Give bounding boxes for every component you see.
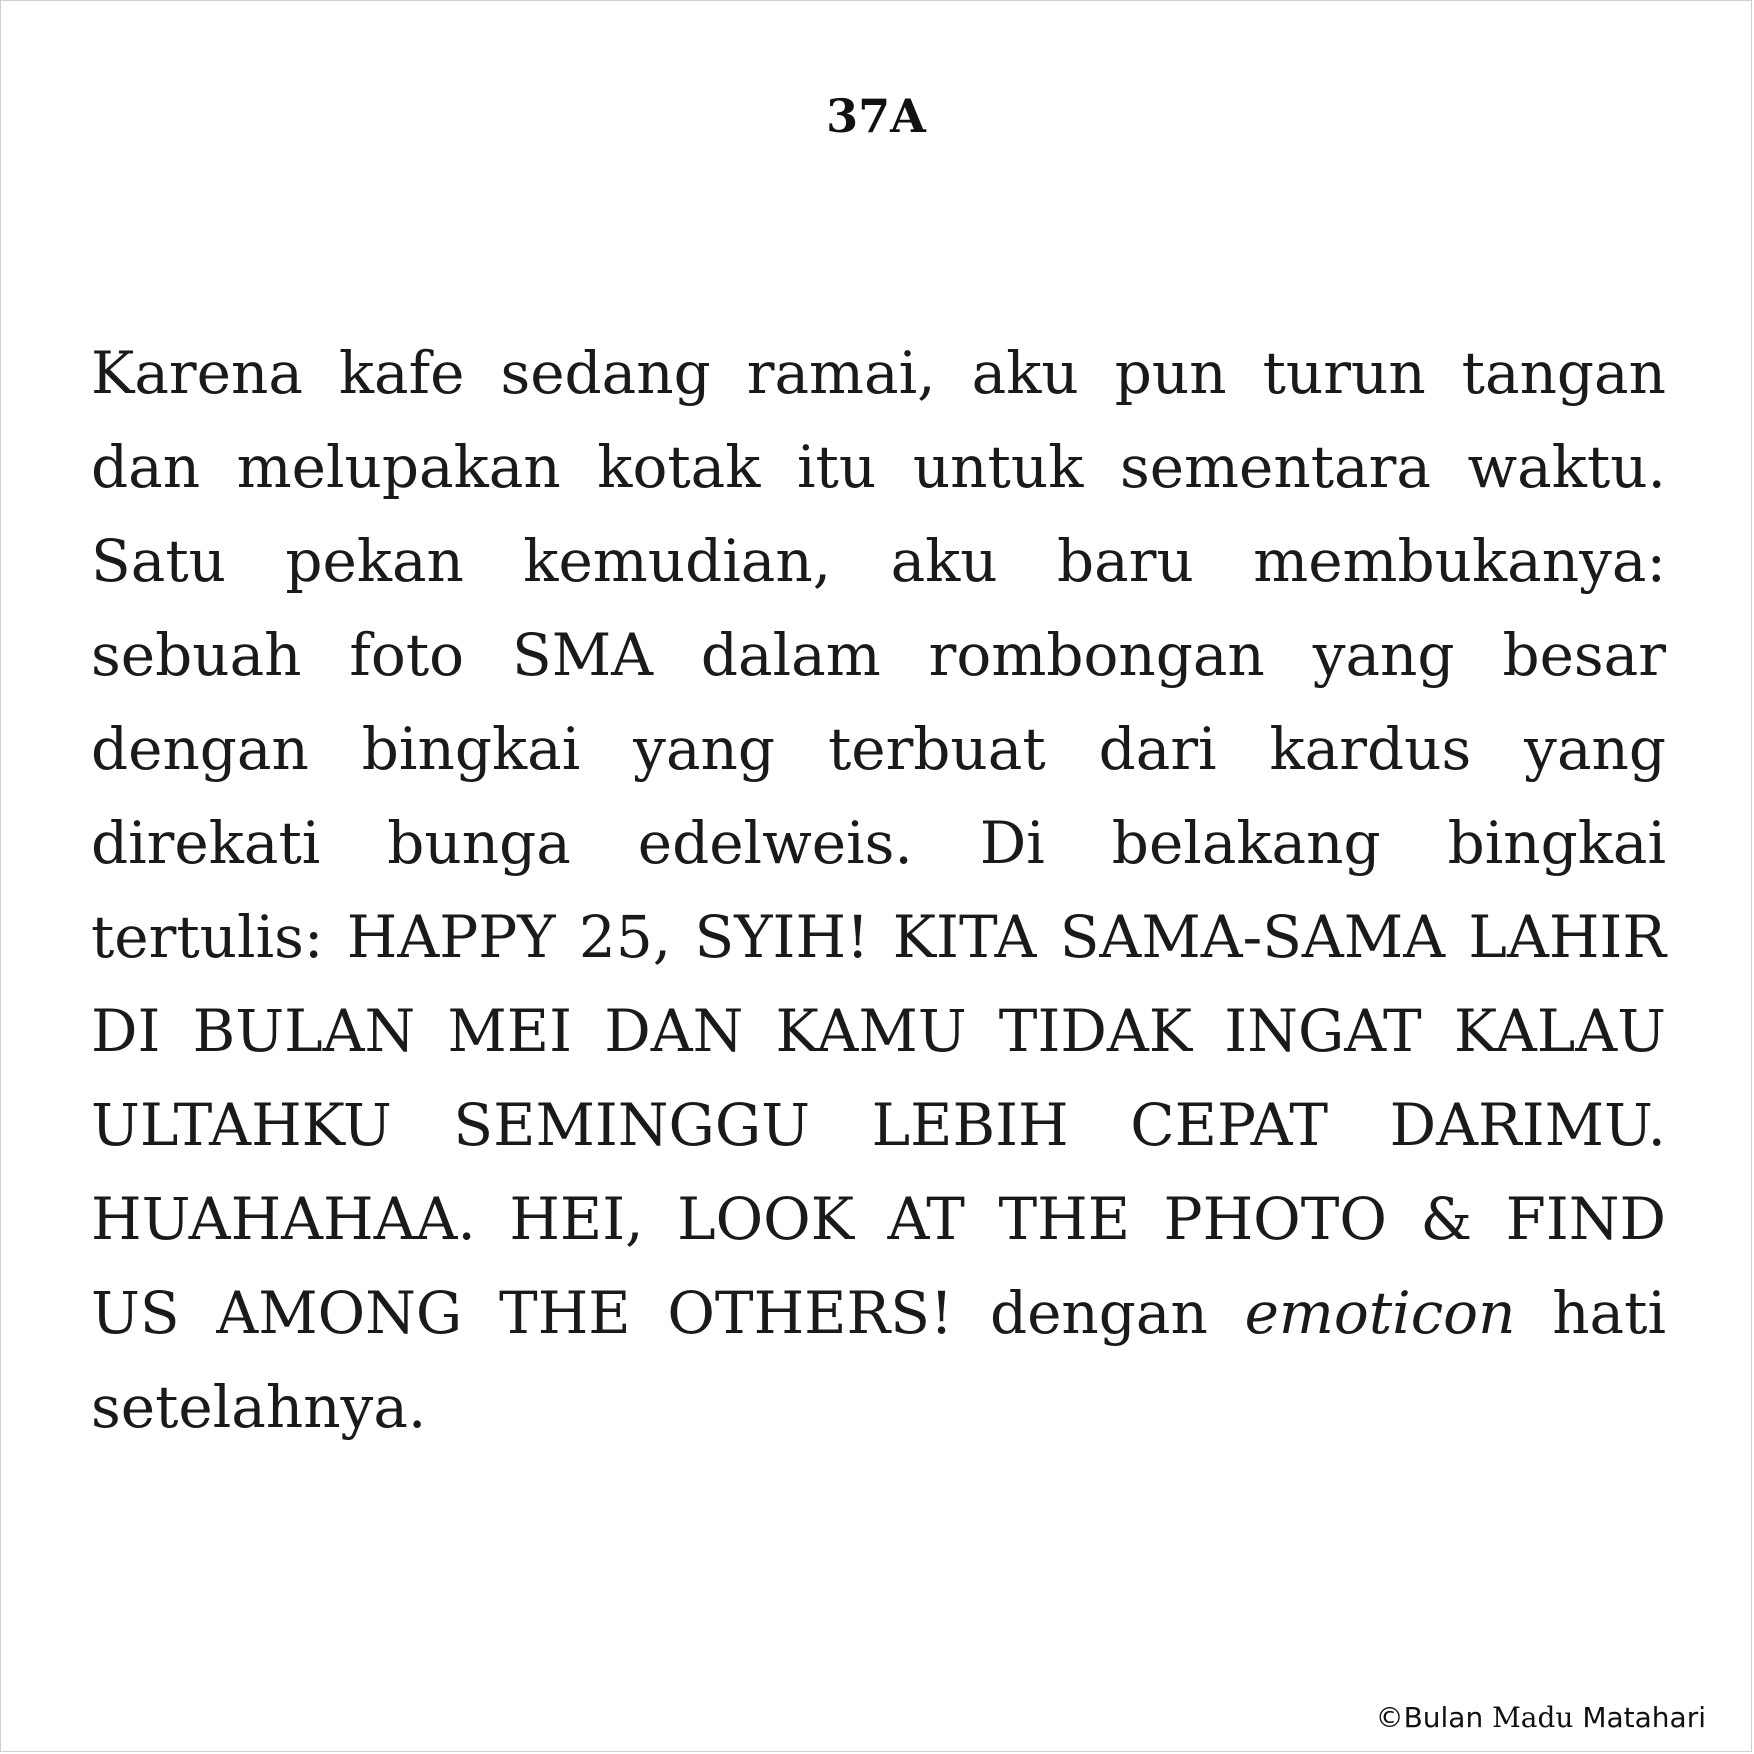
author-last-name: Matahari bbox=[1573, 1701, 1706, 1734]
author-middle-name: Madu bbox=[1492, 1701, 1574, 1734]
author-first-name: Bulan bbox=[1403, 1701, 1493, 1734]
story-paragraph bbox=[91, 326, 1666, 1454]
story-text-after-italic: hati setelahnya. bbox=[91, 1279, 1666, 1441]
story-italic-word: emoticon bbox=[1244, 1279, 1516, 1347]
copyright-notice bbox=[1376, 1701, 1706, 1735]
page-number: 37A bbox=[826, 89, 926, 143]
copyright-symbol: © bbox=[1375, 1701, 1404, 1734]
story-text-before-italic: Karena kafe sedang ramai, aku pun turun tangan dan melupakan kotak itu untuk sementara waktu. Satu pekan kemudian, aku baru membukanya: sebuah foto SMA dalam rombongan yang besar dengan bingkai yang terbuat dari kardus yang direkati bunga edelweis. Di belakang bingkai tertulis: HAPPY 25, SYIH! KITA SAMA-SAMA LAHIR DI BULAN MEI DAN KAMU TIDAK INGAT KALAU ULTAHKU SEMINGGU LEBIH CEPAT DARIMU. HUAHAHAA. HEI, LOOK AT THE PHOTO & FIND US AMONG THE OTHERS! dengan bbox=[91, 339, 1666, 1347]
